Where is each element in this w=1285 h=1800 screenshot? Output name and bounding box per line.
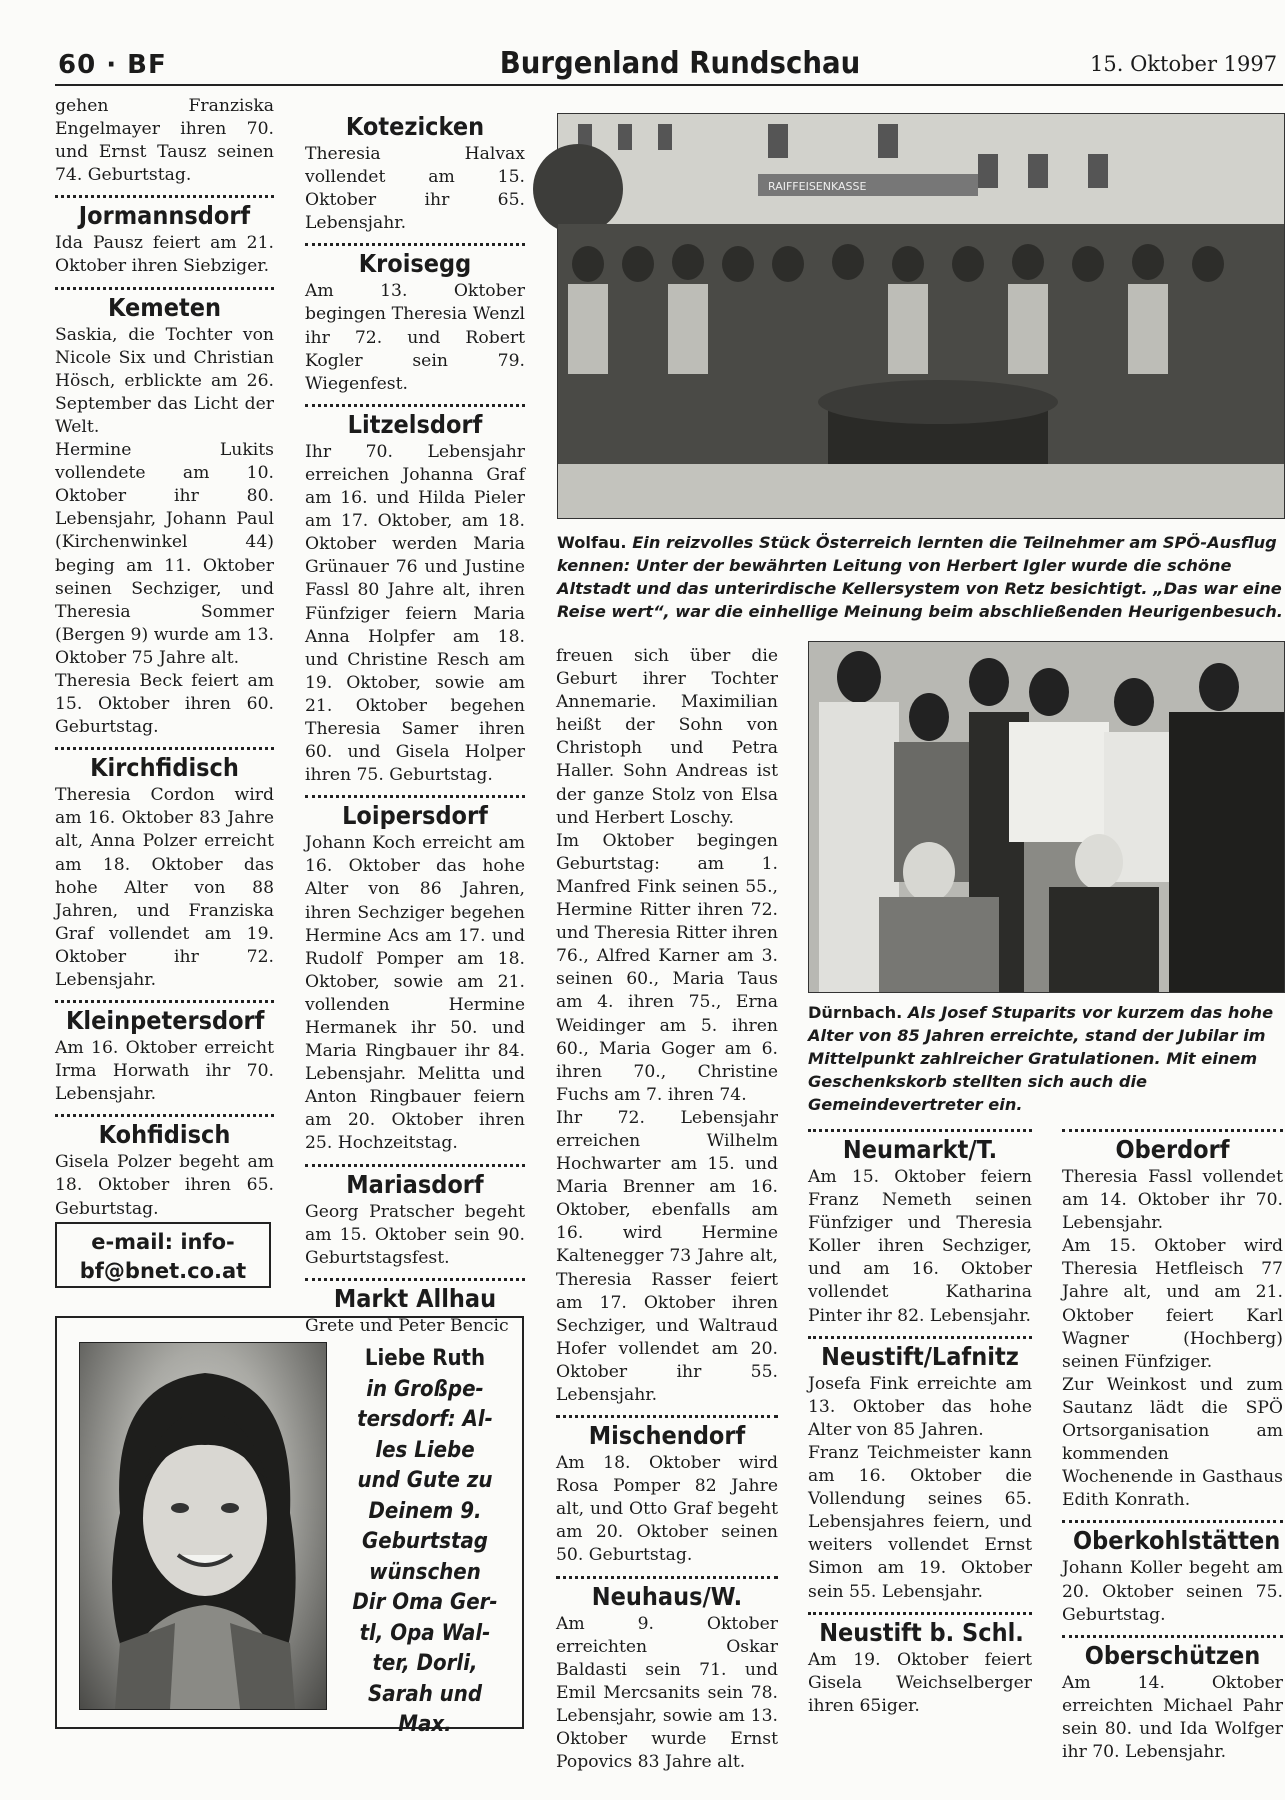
town-heading: Oberkohlstätten xyxy=(1073,1526,1281,1556)
article-text: Gisela Polzer begeht am 18. Oktober ihren 65. Geburtstag. xyxy=(55,1152,274,1219)
caption-text: Als Josef Stuparits vor kurzem das hohe Alter von 85 Jahren erreichte, stand der Jubilar im Mittelpunkt zahlreicher Gratulationen. Mit einem Geschenkskorb stellten sich auch die Gemeindevertreter ein. xyxy=(808,1003,1274,1114)
wolfau-group-photo xyxy=(557,113,1285,519)
greeting-line: Deinem 9. xyxy=(368,1498,482,1524)
town-heading: Neustift b. Schl. xyxy=(819,1617,1024,1647)
article-text: Am 9. Oktober erreichten Oskar Baldasti sein 71. und Emil Mercsanits sein 78. Lebensjahr, sowie am 13. Oktober wurde Ernst Popovics 83 Jahre alt. xyxy=(556,1613,778,1773)
dotted-separator xyxy=(1062,1520,1283,1523)
article-text: Am 15. Oktober feiern Franz Nemeth seinen Fünfziger und Theresia Koller ihren Sechziger, und am 16. Oktober vollendet Katharina Pinter ihr 82. Lebensjahr. xyxy=(808,1167,1032,1326)
email-box xyxy=(55,1222,271,1288)
town-heading: Kemeten xyxy=(107,292,222,322)
greeting-line: und Gute zu xyxy=(357,1468,493,1493)
issue-date: 15. Oktober 1997 xyxy=(1090,52,1278,76)
duernbach-caption xyxy=(808,1001,1283,1116)
article-text: Johann Koller begeht am 20. Oktober seinen 75. Geburtstag. xyxy=(1062,1558,1283,1625)
dotted-separator xyxy=(1062,1129,1283,1132)
duernbach-photo xyxy=(808,641,1285,993)
article-text: Hermine Lukits vollendete am 10. Oktober ihr 80. Lebensjahr, Johann Paul (Kirchenwinkel 44) beging am 11. Oktober seinen Sechziger, und Theresia Sommer (Bergen 9) wurde am 13. Oktober 75 Jahre alt. xyxy=(55,440,274,668)
dotted-separator xyxy=(556,1415,778,1418)
town-heading: Kohfidisch xyxy=(98,1120,231,1150)
page-number: 60 · BF xyxy=(58,50,167,80)
town-heading: Kroisegg xyxy=(358,249,472,279)
town-heading: Kleinpetersdorf xyxy=(65,1006,265,1036)
article-text: Zur Weinkost und zum Sautanz lädt die SPÖ Ortsorganisation am kommenden Wochenende in Gasthaus Edith Konrath. xyxy=(1062,1374,1283,1511)
caption-text: Ein reizvolles Stück Österreich lernten die Teilnehmer am SPÖ-Ausflug kennen: Unter der bewährten Leitung von Herbert Igler wurde die schöne Altstadt und das unterirdische Kellersystem von Retz besichtigt. „Das war eine Reise wert“, war die einhellige Meinung beim abschließenden Heurigenbesuch. xyxy=(557,533,1283,621)
wolfau-scene-drawing xyxy=(558,114,1284,518)
article-text: Am 19. Oktober feiert Gisela Weichselberger ihren 65iger. xyxy=(808,1649,1032,1716)
article-text: Am 14. Oktober erreichten Michael Pahr sein 80. und Ida Wolfger ihr 70. Lebensjahr. xyxy=(1062,1672,1283,1762)
town-heading: Markt Allhau xyxy=(333,1283,497,1313)
dotted-separator xyxy=(55,1114,274,1117)
article-text: Theresia Fassl vollendet am 14. Oktober ihr 70. Lebensjahr. xyxy=(1062,1167,1283,1234)
girl-portrait-photo xyxy=(79,1342,327,1710)
article-text: Am 13. Oktober begingen Theresia Wenzl ihr 72. und Robert Kogler sein 79. Wiegenfest. xyxy=(305,281,525,394)
article-text: Am 18. Oktober wird Rosa Pomper 82 Jahre alt, und Otto Graf begeht am 20. Oktober seinen 50. Geburtstag. xyxy=(556,1453,778,1566)
article-continuation: freuen sich über die Geburt ihrer Tochter Annemarie. Maximilian heißt der Sohn von Christoph und Petra Haller. Sohn Andreas ist der ganze Stolz von Elsa und Herbert Loschy. xyxy=(556,646,778,828)
greeting-line: Liebe Ruth xyxy=(364,1346,486,1371)
town-heading: Oberdorf xyxy=(1115,1135,1230,1164)
column-4 xyxy=(808,1129,1032,1739)
dotted-separator xyxy=(808,1129,1032,1132)
town-heading: Kirchfidisch xyxy=(90,753,239,783)
column-2 xyxy=(305,112,525,1336)
article-text: Josefa Fink erreichte am 13. Oktober das hohe Alter von 85 Jahren. xyxy=(808,1373,1032,1440)
article-text: Am 15. Oktober wird Theresia Hetfleisch 77 Jahre alt, und am 21. Oktober feiert Karl Wagner (Hochberg) seinen Fünfziger. xyxy=(1062,1236,1283,1372)
town-heading: Neumarkt/T. xyxy=(842,1135,998,1164)
town-heading: Neustift/Lafnitz xyxy=(821,1341,1019,1371)
caption-place: Wolfau. xyxy=(557,533,627,552)
article-text: Ihr 70. Lebensjahr erreichen Johanna Graf am 16. und Hilda Pieler am 17. Oktober, am 18. Oktober werden Maria Grünauer 76 und Justine Fassl 80 Jahre alt, ihren Fünfziger feiern Maria Anna Holpfer am 18. und Christine Resch am 19. Oktober, sowie am 21. Oktober begehen Theresia Samer ihren 60. und Gisela Holper ihren 75. Geburtstag. xyxy=(305,441,525,786)
girl-portrait-drawing xyxy=(80,1343,326,1709)
email-line-1: e-mail: info- xyxy=(91,1230,235,1254)
dotted-separator xyxy=(305,1278,525,1281)
wolfau-caption xyxy=(557,531,1283,623)
newspaper-title: Burgenland Rundschau xyxy=(499,46,861,81)
town-heading: Kotezicken xyxy=(345,112,485,141)
shop-sign: RAIFFEISENKASSE xyxy=(768,180,867,193)
article-text: Im Oktober begingen Geburtstag: am 1. Manfred Fink seinen 55., Hermine Ritter ihren 72. und Theresia Ritter ihren 76., Alfred Karner am 3. seinen 60., Maria Taus am 4. ihren 75., Erna Weidinger am 5. ihren 60., Maria Goger am 6. ihren 70., Christine Fuchs am 7. ihren 74. xyxy=(556,830,778,1105)
greeting-line: in Großpe- xyxy=(366,1376,484,1402)
caption-place: Dürnbach. xyxy=(808,1003,903,1022)
greeting-line: les Liebe xyxy=(375,1437,475,1463)
column-1 xyxy=(55,95,274,1219)
email-address[interactable]: bf@bnet.co.at xyxy=(79,1259,247,1283)
town-heading: Jormannsdorf xyxy=(78,201,251,231)
article-text: Theresia Beck feiert am 15. Oktober ihren 60. Geburtstag. xyxy=(55,670,274,738)
greeting-line: ter, Dorli, xyxy=(372,1651,478,1676)
greeting-line: Dir Oma Ger- xyxy=(352,1590,498,1615)
article-text: Am 16. Oktober erreicht Irma Horwath ihr 70. Lebensjahr. xyxy=(55,1038,274,1105)
article-text: Johann Koch erreicht am 16. Oktober das hohe Alter von 86 Jahren, ihren Sechziger begehen Hermine Acs am 17. und Rudolf Pomper am 18. Oktober, sowie am 21. vollenden Hermine Hermanek ihr 50. und Maria Ringbauer ihr 84. Lebensjahr. Melitta und Anton Ringbauer feiern am 20. Oktober ihren 25. Hochzeitstag. xyxy=(305,833,525,1154)
town-heading: Loipersdorf xyxy=(342,801,488,831)
dotted-separator xyxy=(305,795,525,798)
article-text: Grete und Peter Bencic xyxy=(305,1315,509,1336)
dotted-separator xyxy=(1062,1635,1283,1638)
greeting-line: Sarah und xyxy=(367,1681,483,1707)
dotted-separator xyxy=(305,1164,525,1167)
greeting-line: tersdorf: Al- xyxy=(357,1407,493,1432)
article-text: Saskia, die Tochter von Nicole Six und Christian Hösch, erblickte am 26. September das Licht der Welt. xyxy=(55,324,274,437)
article-continuation: gehen Franziska Engelmayer ihren 70. und Ernst Tausz seinen 74. Geburtstag. xyxy=(55,96,274,186)
column-3 xyxy=(556,645,778,1773)
town-heading: Mischendorf xyxy=(588,1421,746,1451)
dotted-separator xyxy=(305,243,525,246)
greeting-line: tl, Opa Wal- xyxy=(359,1620,491,1646)
town-heading: Neuhaus/W. xyxy=(591,1581,743,1611)
dotted-separator xyxy=(55,195,274,198)
article-text: Franz Teichmeister kann am 16. Oktober die Vollendung seines 65. Lebensjahres feiern, und weiters vollendet Ernst Simon am 19. Oktober sein 55. Lebensjahr. xyxy=(808,1442,1032,1602)
article-text: Theresia Halvax vollendet am 15. Oktober ihr 65. Lebensjahr. xyxy=(305,144,525,234)
column-5 xyxy=(1062,1129,1283,1762)
dotted-separator xyxy=(55,747,274,750)
town-heading: Litzelsdorf xyxy=(347,409,483,439)
article-text: Ida Pausz feiert am 21. Oktober ihren Siebziger. xyxy=(55,233,274,277)
greeting-line: Max. xyxy=(398,1712,452,1737)
header-rule xyxy=(55,84,1283,86)
article-text: Theresia Cordon wird am 16. Oktober 83 Jahre alt, Anna Polzer erreicht am 18. Oktober das hohe Alter von 88 Jahren, und Franziska Graf vollendet am 19. Oktober ihr 72. Lebensjahr. xyxy=(55,785,274,990)
greeting-line: wünschen xyxy=(369,1559,481,1585)
dotted-separator xyxy=(305,404,525,407)
article-text: Georg Pratscher begeht am 15. Oktober sein 90. Geburtstagsfest. xyxy=(305,1201,525,1268)
dotted-separator xyxy=(55,287,274,290)
greeting-line: Geburtstag xyxy=(362,1529,488,1554)
duernbach-scene-drawing xyxy=(809,642,1284,992)
dotted-separator xyxy=(808,1612,1032,1615)
birthday-greeting-box xyxy=(55,1316,524,1737)
article-text: Ihr 72. Lebensjahr erreichen Wilhelm Hochwarter am 15. und Maria Brenner am 16. Oktober, ebenfalls am 16. wird Hermine Kaltenegger 73 Jahre alt, Theresia Rasser feiert am 17. Oktober ihren Sechziger, und Waltraud Hofer vollendet am 20. Oktober ihr 55. Lebensjahr. xyxy=(556,1107,778,1405)
greeting-text xyxy=(348,1344,503,1741)
dotted-separator xyxy=(808,1336,1032,1339)
dotted-separator xyxy=(556,1576,778,1579)
town-heading: Mariasdorf xyxy=(346,1169,484,1199)
town-heading: Oberschützen xyxy=(1084,1640,1261,1670)
dotted-separator xyxy=(55,1000,274,1003)
